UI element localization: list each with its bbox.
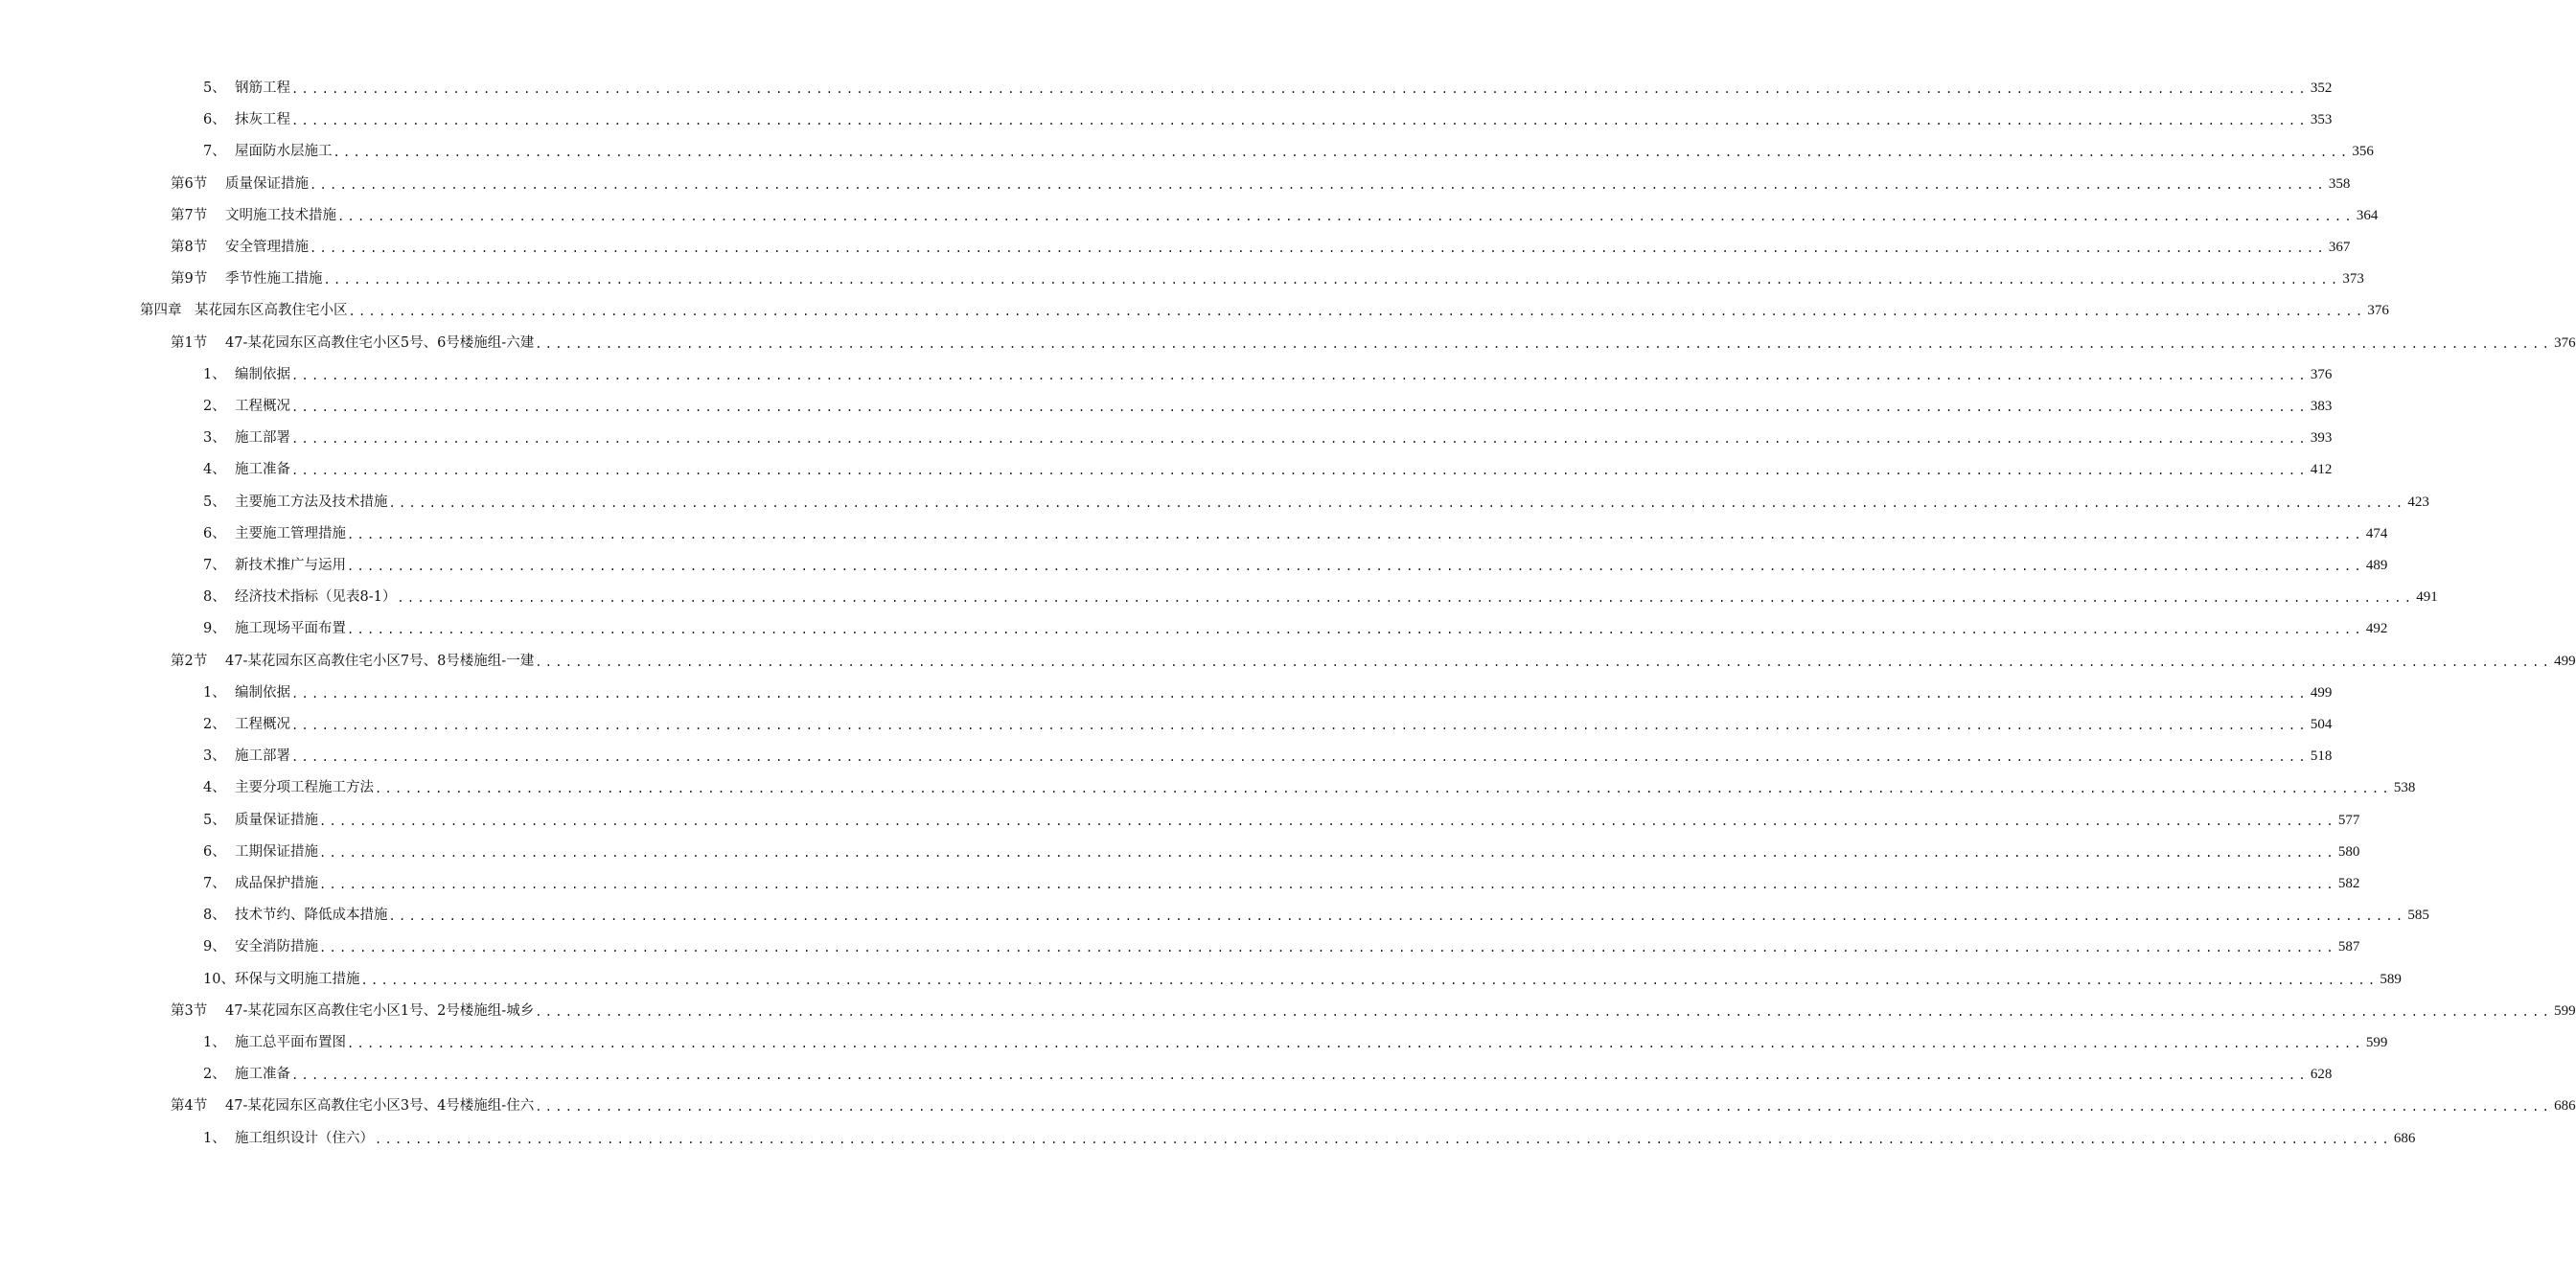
toc-item-entry[interactable] bbox=[203, 840, 2360, 863]
toc-entry-number: 9、 bbox=[203, 939, 226, 954]
toc-entry-label bbox=[203, 522, 347, 545]
toc-entry-label bbox=[203, 586, 397, 609]
toc-entry-page-number: 599 bbox=[2365, 1035, 2388, 1050]
dot-leader: ........................................................................................................................................................................................................ bbox=[347, 1037, 2364, 1050]
toc-entry-label bbox=[171, 1000, 535, 1023]
toc-entry-label bbox=[203, 77, 291, 100]
toc-item-entry[interactable] bbox=[203, 140, 2374, 163]
toc-section-entry[interactable] bbox=[171, 1000, 2576, 1023]
toc-entry-label bbox=[203, 363, 291, 386]
dot-leader: ........................................................................................................................................................................................................ bbox=[360, 974, 2379, 987]
toc-entry-page-number: 353 bbox=[2310, 112, 2333, 127]
toc-entry-label bbox=[203, 108, 291, 131]
toc-item-entry[interactable] bbox=[203, 458, 2333, 481]
toc-entry-page-number: 352 bbox=[2310, 80, 2333, 96]
toc-item-entry[interactable] bbox=[203, 363, 2333, 386]
toc-entry-title: 钢筋工程 bbox=[235, 80, 290, 96]
dot-leader: ........................................................................................................................................................................................................ bbox=[333, 146, 2351, 159]
toc-entry-title: 施工准备 bbox=[235, 1067, 290, 1082]
toc-entry-number: 第7节 bbox=[171, 208, 208, 223]
toc-entry-number: 9、 bbox=[203, 621, 226, 636]
toc-item-entry[interactable] bbox=[203, 745, 2333, 768]
toc-entry-label bbox=[140, 299, 349, 322]
toc-entry-number: 7、 bbox=[203, 144, 226, 159]
toc-entry-title: 施工准备 bbox=[235, 462, 290, 477]
toc-item-entry[interactable] bbox=[203, 586, 2438, 609]
toc-entry-number: 1、 bbox=[203, 685, 226, 701]
dot-leader: ........................................................................................................................................................................................................ bbox=[337, 210, 2355, 223]
toc-entry-title: 施工现场平面布置 bbox=[235, 621, 346, 636]
dot-leader: ........................................................................................................................................................................................................ bbox=[319, 941, 2336, 954]
toc-entry-title: 施工总平面布置图 bbox=[235, 1035, 346, 1050]
toc-entry-label bbox=[203, 872, 319, 895]
toc-entry-title: 编制依据 bbox=[235, 685, 290, 701]
toc-entry-page-number: 383 bbox=[2310, 399, 2333, 414]
toc-entry-number: 3、 bbox=[203, 430, 226, 446]
toc-item-entry[interactable] bbox=[203, 809, 2360, 832]
toc-item-entry[interactable] bbox=[203, 904, 2429, 927]
dot-leader: ........................................................................................................................................................................................................ bbox=[397, 591, 2415, 605]
toc-entry-label bbox=[203, 1127, 375, 1150]
toc-item-entry[interactable] bbox=[203, 1127, 2416, 1150]
toc-entry-label bbox=[203, 713, 291, 736]
toc-entry-label bbox=[203, 1031, 347, 1054]
toc-item-entry[interactable] bbox=[203, 872, 2360, 895]
toc-entry-label bbox=[203, 809, 319, 832]
toc-entry-number: 第9节 bbox=[171, 271, 208, 287]
toc-entry-number: 4、 bbox=[203, 462, 226, 477]
toc-entry-title: 新技术推广与运用 bbox=[235, 558, 346, 573]
toc-entry-page-number: 589 bbox=[2380, 972, 2402, 987]
dot-leader: ........................................................................................................................................................................................................ bbox=[291, 687, 2309, 701]
toc-entry-label bbox=[171, 650, 535, 673]
toc-item-entry[interactable] bbox=[203, 681, 2333, 704]
toc-entry-page-number: 499 bbox=[2310, 685, 2333, 701]
dot-leader: ........................................................................................................................................................................................................ bbox=[535, 1005, 2553, 1019]
toc-item-entry[interactable] bbox=[203, 617, 2388, 640]
toc-item-entry[interactable] bbox=[203, 713, 2333, 736]
toc-entry-label bbox=[203, 904, 389, 927]
toc-entry-title: 施工组织设计（住六） bbox=[235, 1131, 374, 1146]
toc-entry-title: 47-某花园东区高教住宅小区1号、2号楼施组-城乡 bbox=[225, 1003, 535, 1019]
toc-entry-label bbox=[203, 840, 319, 863]
toc-entry-title: 技术节约、降低成本措施 bbox=[235, 908, 388, 923]
toc-entry-title: 47-某花园东区高教住宅小区3号、4号楼施组-住六 bbox=[225, 1098, 535, 1114]
toc-entry-number: 第8节 bbox=[171, 240, 208, 255]
toc-entry-title: 季节性施工措施 bbox=[225, 271, 323, 287]
toc-entry-number: 第6节 bbox=[171, 176, 208, 192]
toc-item-entry[interactable] bbox=[203, 77, 2333, 100]
dot-leader: ........................................................................................................................................................................................................ bbox=[388, 909, 2406, 923]
toc-entry-page-number: 393 bbox=[2310, 430, 2333, 446]
toc-entry-label bbox=[203, 1063, 291, 1086]
toc-entry-number: 3、 bbox=[203, 748, 226, 764]
toc-entry-label bbox=[203, 491, 389, 514]
toc-entry-title: 主要分项工程施工方法 bbox=[235, 780, 374, 795]
toc-entry-title: 编制依据 bbox=[235, 367, 290, 382]
toc-section-entry[interactable] bbox=[171, 267, 2364, 290]
toc-entry-title: 质量保证措施 bbox=[225, 176, 309, 192]
toc-section-entry[interactable] bbox=[171, 172, 2351, 196]
toc-entry-page-number: 580 bbox=[2337, 844, 2360, 860]
toc-entry-title: 施工部署 bbox=[235, 748, 290, 764]
toc-entry-title: 屋面防水层施工 bbox=[235, 144, 333, 159]
toc-entry-page-number: 356 bbox=[2352, 144, 2374, 159]
toc-item-entry[interactable] bbox=[203, 554, 2388, 577]
toc-entry-number: 8、 bbox=[203, 589, 226, 605]
dot-leader: ........................................................................................................................................................................................................ bbox=[291, 719, 2309, 732]
toc-entry-title: 文明施工技术措施 bbox=[225, 208, 336, 223]
toc-entry-label bbox=[203, 935, 319, 958]
dot-leader: ........................................................................................................................................................................................................ bbox=[291, 1069, 2309, 1082]
toc-entry-number: 第4节 bbox=[171, 1098, 208, 1114]
toc-entry-title: 47-某花园东区高教住宅小区7号、8号楼施组-一建 bbox=[225, 654, 535, 669]
toc-section-entry[interactable] bbox=[171, 204, 2379, 227]
toc-entry-number: 1、 bbox=[203, 1131, 226, 1146]
toc-entry-title: 主要施工管理措施 bbox=[235, 526, 346, 541]
toc-item-entry[interactable] bbox=[203, 968, 2402, 991]
toc-entry-page-number: 423 bbox=[2407, 494, 2429, 510]
toc-section-entry[interactable] bbox=[171, 236, 2351, 259]
toc-entry-page-number: 518 bbox=[2310, 748, 2333, 764]
toc-section-entry[interactable] bbox=[171, 1094, 2576, 1117]
toc-entry-title: 工程概况 bbox=[235, 717, 290, 732]
dot-leader: ........................................................................................................................................................................................................ bbox=[375, 782, 2392, 795]
toc-entry-title: 安全管理措施 bbox=[225, 240, 309, 255]
toc-entry-page-number: 367 bbox=[2328, 240, 2351, 255]
toc-entry-number: 5、 bbox=[203, 80, 226, 96]
toc-entry-label bbox=[203, 426, 291, 449]
toc-entry-number: 6、 bbox=[203, 112, 226, 127]
toc-section-entry[interactable] bbox=[171, 650, 2576, 673]
toc-entry-number: 6、 bbox=[203, 844, 226, 860]
toc-entry-page-number: 412 bbox=[2310, 462, 2333, 477]
toc-entry-page-number: 474 bbox=[2365, 526, 2388, 541]
toc-entry-label bbox=[203, 554, 347, 577]
dot-leader: ........................................................................................................................................................................................................ bbox=[347, 528, 2364, 541]
toc-entry-page-number: 628 bbox=[2310, 1067, 2333, 1082]
dot-leader: ........................................................................................................................................................................................................ bbox=[291, 401, 2309, 414]
toc-entry-page-number: 577 bbox=[2337, 813, 2360, 828]
dot-leader: ........................................................................................................................................................................................................ bbox=[319, 878, 2336, 891]
toc-entry-page-number: 376 bbox=[2310, 367, 2333, 382]
toc-entry-page-number: 686 bbox=[2554, 1098, 2576, 1114]
toc-entry-number: 5、 bbox=[203, 813, 226, 828]
toc-entry-number: 第2节 bbox=[171, 654, 208, 669]
toc-entry-number: 1、 bbox=[203, 367, 226, 382]
toc-entry-title: 某花园东区高教住宅小区 bbox=[195, 303, 348, 318]
toc-entry-title: 环保与文明施工措施 bbox=[235, 972, 360, 987]
toc-section-entry[interactable] bbox=[171, 332, 2576, 355]
toc-entry-label bbox=[203, 968, 361, 991]
toc-entry-title: 47-某花园东区高教住宅小区5号、6号楼施组-六建 bbox=[225, 335, 535, 351]
toc-entry-page-number: 364 bbox=[2356, 208, 2379, 223]
toc-entry-page-number: 358 bbox=[2328, 176, 2351, 192]
toc-entry-label bbox=[203, 617, 347, 640]
dot-leader: ........................................................................................................................................................................................................ bbox=[347, 623, 2364, 636]
toc-entry-label bbox=[203, 140, 334, 163]
toc-entry-title: 工期保证措施 bbox=[235, 844, 318, 860]
toc-entry-label bbox=[171, 204, 337, 227]
dot-leader: ........................................................................................................................................................................................................ bbox=[535, 656, 2553, 669]
toc-item-entry[interactable] bbox=[203, 776, 2416, 799]
toc-entry-title: 经济技术指标（见表8-1） bbox=[235, 589, 397, 605]
toc-entry-page-number: 376 bbox=[2554, 335, 2576, 351]
toc-entry-title: 主要施工方法及技术措施 bbox=[235, 494, 388, 510]
dot-leader: ........................................................................................................................................................................................................ bbox=[291, 464, 2309, 477]
dot-leader: ........................................................................................................................................................................................................ bbox=[375, 1133, 2392, 1146]
toc-entry-title: 施工部署 bbox=[235, 430, 290, 446]
toc-entry-number: 第四章 bbox=[140, 303, 182, 318]
toc-entry-number: 4、 bbox=[203, 780, 226, 795]
dot-leader: ........................................................................................................................................................................................................ bbox=[291, 114, 2309, 127]
toc-entry-page-number: 686 bbox=[2393, 1131, 2416, 1146]
toc-item-entry[interactable] bbox=[203, 491, 2429, 514]
dot-leader: ........................................................................................................................................................................................................ bbox=[291, 750, 2309, 764]
toc-entry-number: 6、 bbox=[203, 526, 226, 541]
dot-leader: ........................................................................................................................................................................................................ bbox=[535, 337, 2553, 351]
toc-entry-page-number: 599 bbox=[2554, 1003, 2576, 1019]
toc-entry-title: 成品保护措施 bbox=[235, 876, 318, 891]
toc-entry-label bbox=[203, 458, 291, 481]
toc-entry-page-number: 538 bbox=[2393, 780, 2416, 795]
toc-entry-number: 1、 bbox=[203, 1035, 226, 1050]
toc-entry-number: 2、 bbox=[203, 1067, 226, 1082]
toc-entry-page-number: 373 bbox=[2342, 271, 2364, 287]
dot-leader: ........................................................................................................................................................................................................ bbox=[347, 560, 2364, 573]
toc-entry-page-number: 489 bbox=[2365, 558, 2388, 573]
dot-leader: ........................................................................................................................................................................................................ bbox=[535, 1100, 2553, 1114]
dot-leader: ........................................................................................................................................................................................................ bbox=[323, 273, 2341, 287]
toc-entry-number: 2、 bbox=[203, 399, 226, 414]
toc-entry-page-number: 499 bbox=[2554, 654, 2576, 669]
toc-entry-title: 工程概况 bbox=[235, 399, 290, 414]
toc-entry-title: 安全消防措施 bbox=[235, 939, 318, 954]
toc-item-entry[interactable] bbox=[203, 1063, 2333, 1086]
toc-entry-number: 第1节 bbox=[171, 335, 208, 351]
toc-entry-label bbox=[171, 332, 535, 355]
dot-leader: ........................................................................................................................................................................................................ bbox=[310, 242, 2327, 255]
dot-leader: ........................................................................................................................................................................................................ bbox=[291, 369, 2309, 382]
dot-leader: ........................................................................................................................................................................................................ bbox=[310, 178, 2327, 192]
toc-entry-number: 7、 bbox=[203, 876, 226, 891]
toc-item-entry[interactable] bbox=[203, 395, 2333, 418]
toc-entry-page-number: 492 bbox=[2365, 621, 2388, 636]
toc-item-entry[interactable] bbox=[203, 522, 2388, 545]
dot-leader: ........................................................................................................................................................................................................ bbox=[291, 432, 2309, 446]
toc-entry-label bbox=[171, 1094, 535, 1117]
toc-entry-number: 第3节 bbox=[171, 1003, 208, 1019]
toc-entry-label bbox=[203, 745, 291, 768]
toc-entry-label bbox=[171, 236, 310, 259]
toc-entry-label bbox=[203, 681, 291, 704]
toc-entry-number: 10、 bbox=[203, 972, 235, 987]
dot-leader: ........................................................................................................................................................................................................ bbox=[319, 815, 2336, 828]
toc-entry-page-number: 376 bbox=[2367, 303, 2389, 318]
toc-item-entry[interactable] bbox=[203, 935, 2360, 958]
toc-item-entry[interactable] bbox=[203, 426, 2333, 449]
toc-entry-page-number: 585 bbox=[2407, 908, 2429, 923]
toc-entry-title: 抹灰工程 bbox=[235, 112, 290, 127]
toc-item-entry[interactable] bbox=[203, 108, 2333, 131]
toc-entry-page-number: 504 bbox=[2310, 717, 2333, 732]
toc-entry-page-number: 582 bbox=[2337, 876, 2360, 891]
toc-entry-label bbox=[171, 267, 324, 290]
toc-entry-title: 质量保证措施 bbox=[235, 813, 318, 828]
toc-entry-label bbox=[203, 395, 291, 418]
toc-entry-number: 5、 bbox=[203, 494, 226, 510]
dot-leader: ........................................................................................................................................................................................................ bbox=[319, 846, 2336, 860]
toc-entry-number: 2、 bbox=[203, 717, 226, 732]
toc-entry-number: 8、 bbox=[203, 908, 226, 923]
toc-chapter-entry[interactable] bbox=[140, 299, 2389, 322]
dot-leader: ........................................................................................................................................................................................................ bbox=[291, 82, 2309, 96]
toc-entry-label bbox=[171, 172, 310, 196]
toc-item-entry[interactable] bbox=[203, 1031, 2388, 1054]
dot-leader: ........................................................................................................................................................................................................ bbox=[388, 496, 2406, 510]
toc-entry-page-number: 491 bbox=[2416, 589, 2438, 605]
toc-entry-label bbox=[203, 776, 375, 799]
dot-leader: ........................................................................................................................................................................................................ bbox=[348, 305, 2366, 318]
toc-entry-page-number: 587 bbox=[2337, 939, 2360, 954]
toc-entry-number: 7、 bbox=[203, 558, 226, 573]
